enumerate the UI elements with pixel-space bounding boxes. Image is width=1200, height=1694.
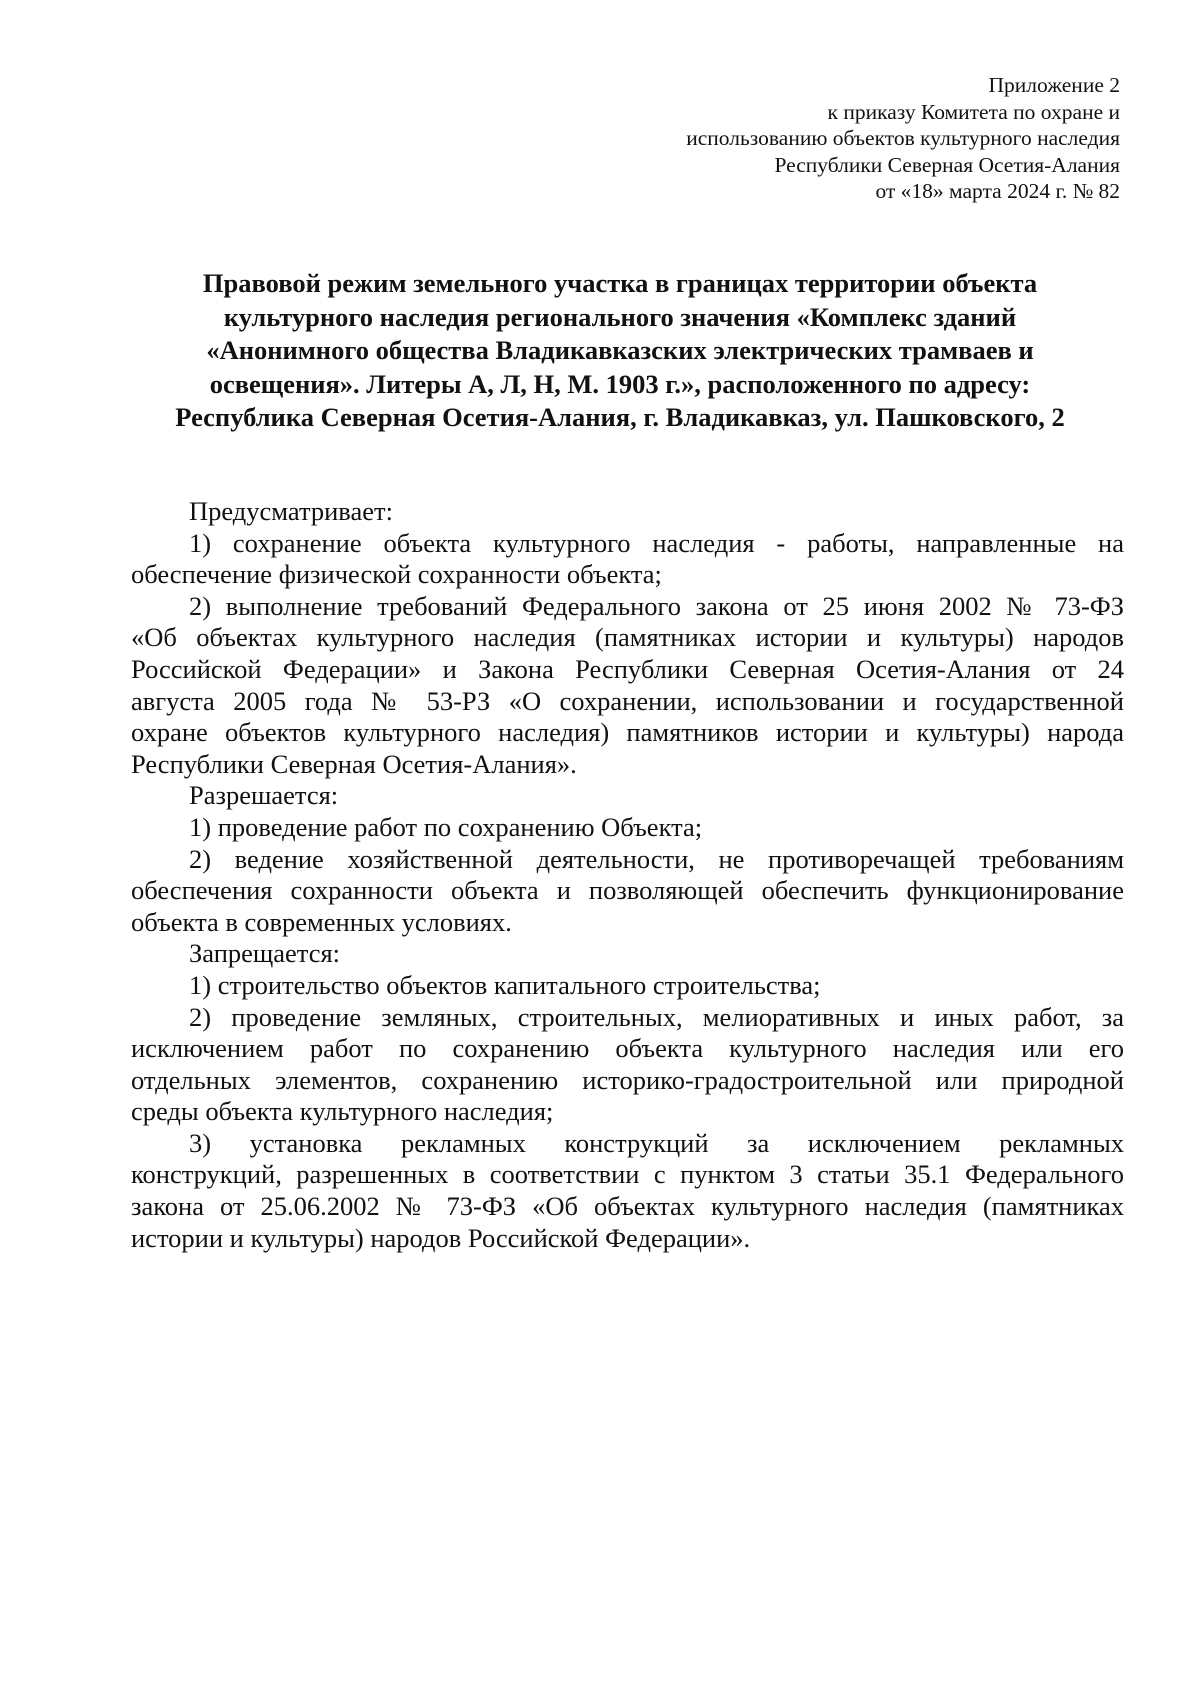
- section-heading-prohibited: Запрещается:: [189, 938, 341, 969]
- paragraph-line: 2) ведение хозяйственной деятельности, не противоречащей требованиям: [189, 843, 1124, 874]
- title-line: «Анонимного общества Владикавказских электрических трамваев и: [206, 335, 1034, 365]
- appendix-line: использованию объектов культурного наследия: [686, 126, 1120, 150]
- section-heading-allowed: Разрешается:: [189, 780, 339, 811]
- paragraph-line: обеспечение физической сохранности объекта;: [131, 559, 662, 590]
- paragraph-line: 2) выполнение требований Федерального закона от 25 июня 2002 № 73-ФЗ: [189, 590, 1124, 621]
- title-line: культурного наследия регионального значения «Комплекс зданий: [223, 301, 1017, 332]
- paragraph-line: 2) проведение земляных, строительных, мелиоративных и иных работ, за: [189, 1001, 1124, 1032]
- paragraph-line: 1) сохранение объекта культурного наследия - работы, направленные на: [189, 527, 1124, 558]
- paragraph-line: отдельных элементов, сохранению историко-градостроительной или природной: [131, 1064, 1124, 1095]
- appendix-line: от «18» марта 2024 г. № 82: [875, 179, 1120, 203]
- document-title: [120, 267, 1120, 435]
- title-line: освещения». Литеры А, Л, Н, М. 1903 г.», расположенного по адресу:: [209, 368, 1031, 399]
- paragraph-line: обеспечения сохранности объекта и позволяющей обеспечить функционирование: [131, 875, 1124, 906]
- paragraph-line: 1) проведение работ по сохранению Объекта;: [189, 811, 703, 842]
- document-body: [131, 496, 1124, 1254]
- appendix-line: к приказу Комитета по охране и: [827, 99, 1120, 124]
- appendix-line: Приложение 2: [988, 73, 1120, 97]
- paragraph-line: августа 2005 года № 53-РЗ «О сохранении, использовании и государственной: [131, 685, 1124, 716]
- paragraph-line: закона от 25.06.2002 № 73-ФЗ «Об объектах культурного наследия (памятниках: [131, 1191, 1124, 1222]
- paragraph-line: истории и культуры) народов Российской Федерации».: [131, 1222, 751, 1253]
- section-heading-provides: Предусматривает:: [189, 496, 393, 526]
- paragraph-line: 1) строительство объектов капитального строительства;: [189, 969, 821, 1000]
- title-line: Правовой режим земельного участка в границах территории объекта: [202, 268, 1038, 298]
- paragraph-line: среды объекта культурного наследия;: [131, 1096, 554, 1127]
- paragraph-line: Российской Федерации» и Закона Республики Северная Осетия-Алания от 24: [131, 653, 1124, 684]
- title-line: Республика Северная Осетия-Алания, г. Владикавказ, ул. Пашковского, 2: [175, 402, 1065, 432]
- paragraph-line: «Об объектах культурного наследия (памятниках истории и культуры) народов: [131, 622, 1124, 653]
- paragraph-line: Республики Северная Осетия-Алания».: [131, 748, 577, 779]
- paragraph-line: исключением работ по сохранению объекта культурного наследия или его: [131, 1033, 1124, 1064]
- appendix-header: [500, 72, 1120, 205]
- appendix-line: Республики Северная Осетия-Алания: [774, 152, 1120, 177]
- paragraph-line: 3) установка рекламных конструкций за исключением рекламных: [189, 1127, 1124, 1158]
- paragraph-line: конструкций, разрешенных в соответствии с пунктом 3 статьи 35.1 Федерального: [131, 1159, 1124, 1190]
- paragraph-line: объекта в современных условиях.: [131, 906, 512, 937]
- paragraph-line: охране объектов культурного наследия) памятников истории и культуры) народа: [131, 717, 1124, 748]
